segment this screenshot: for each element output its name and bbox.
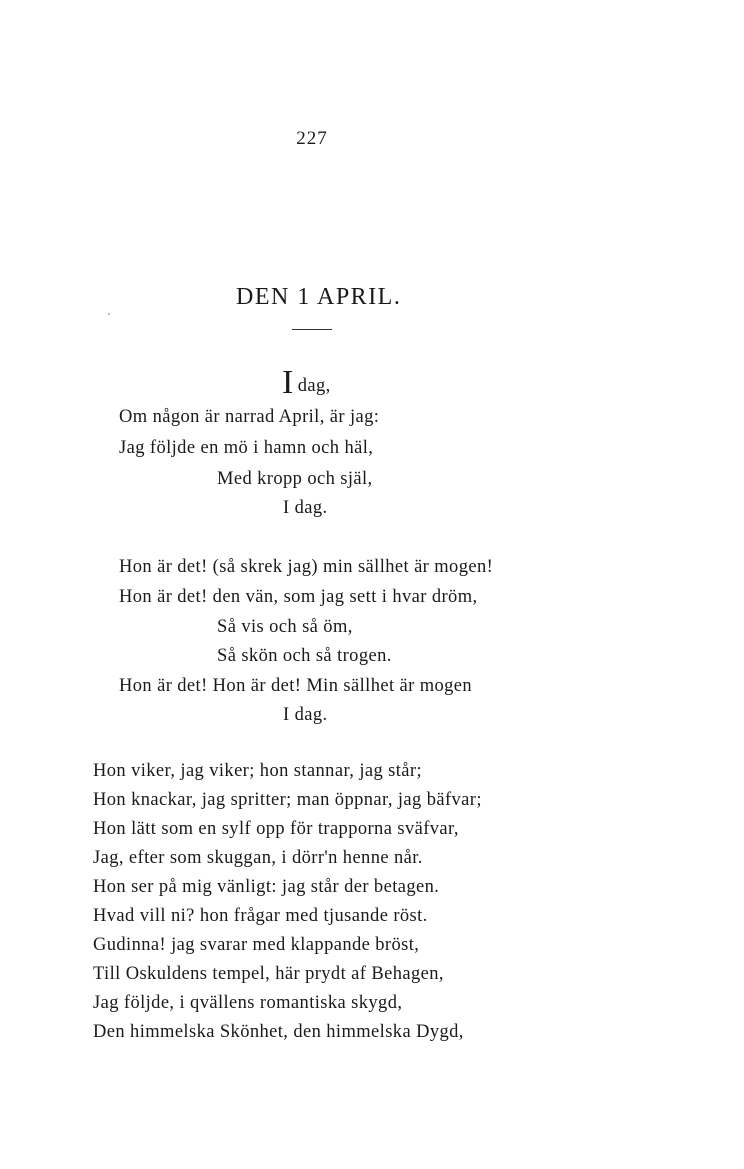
stanza1-line1 (282, 366, 331, 400)
stanza3-line1: Hon viker, jag viker; hon stannar, jag står; (93, 761, 422, 781)
stanza2-line5: Hon är det! Hon är det! Min sällhet är mogen (119, 676, 473, 696)
stanza2-line4: Så skön och så trogen. (217, 646, 392, 666)
stanza1-line5: I dag. (283, 498, 328, 518)
stanza3-line3: Hon lätt som en sylf opp för trapporna sväfvar, (93, 819, 459, 839)
poem-title: DEN 1 APRIL. (236, 284, 402, 310)
stanza1-line1-text: dag, (297, 376, 331, 396)
stanza2-line6: I dag. (283, 705, 328, 725)
stanza3-line4: Jag, efter som skuggan, i dörr'n henne når. (93, 848, 423, 868)
stanza3-line8: Till Oskuldens tempel, här prydt af Behagen, (93, 964, 444, 984)
stanza1-line2: Om någon är narrad April, är jag: (119, 407, 380, 427)
drop-cap: I (282, 364, 294, 401)
stanza3-line7: Gudinna! jag svarar med klappande bröst, (93, 935, 420, 955)
stanza3-line6: Hvad vill ni? hon frågar med tjusande röst. (93, 906, 428, 926)
title-rule (292, 329, 332, 330)
stanza3-line9: Jag följde, i qvällens romantiska skygd, (93, 993, 403, 1013)
stanza2-line3: Så vis och så öm, (217, 617, 353, 637)
page-speck (108, 313, 110, 315)
stanza3-line2: Hon knackar, jag spritter; man öppnar, jag bäfvar; (93, 790, 482, 810)
stanza2-line1: Hon är det! (så skrek jag) min sällhet är mogen! (119, 557, 494, 577)
page-number: 227 (296, 128, 328, 149)
stanza2-line2: Hon är det! den vän, som jag sett i hvar dröm, (119, 587, 478, 607)
stanza1-line3: Jag följde en mö i hamn och häl, (119, 438, 374, 458)
stanza3-line5: Hon ser på mig vänligt: jag står der betagen. (93, 877, 440, 897)
stanza1-line4: Med kropp och själ, (217, 469, 373, 489)
stanza3-line10: Den himmelska Skönhet, den himmelska Dygd, (93, 1022, 464, 1042)
